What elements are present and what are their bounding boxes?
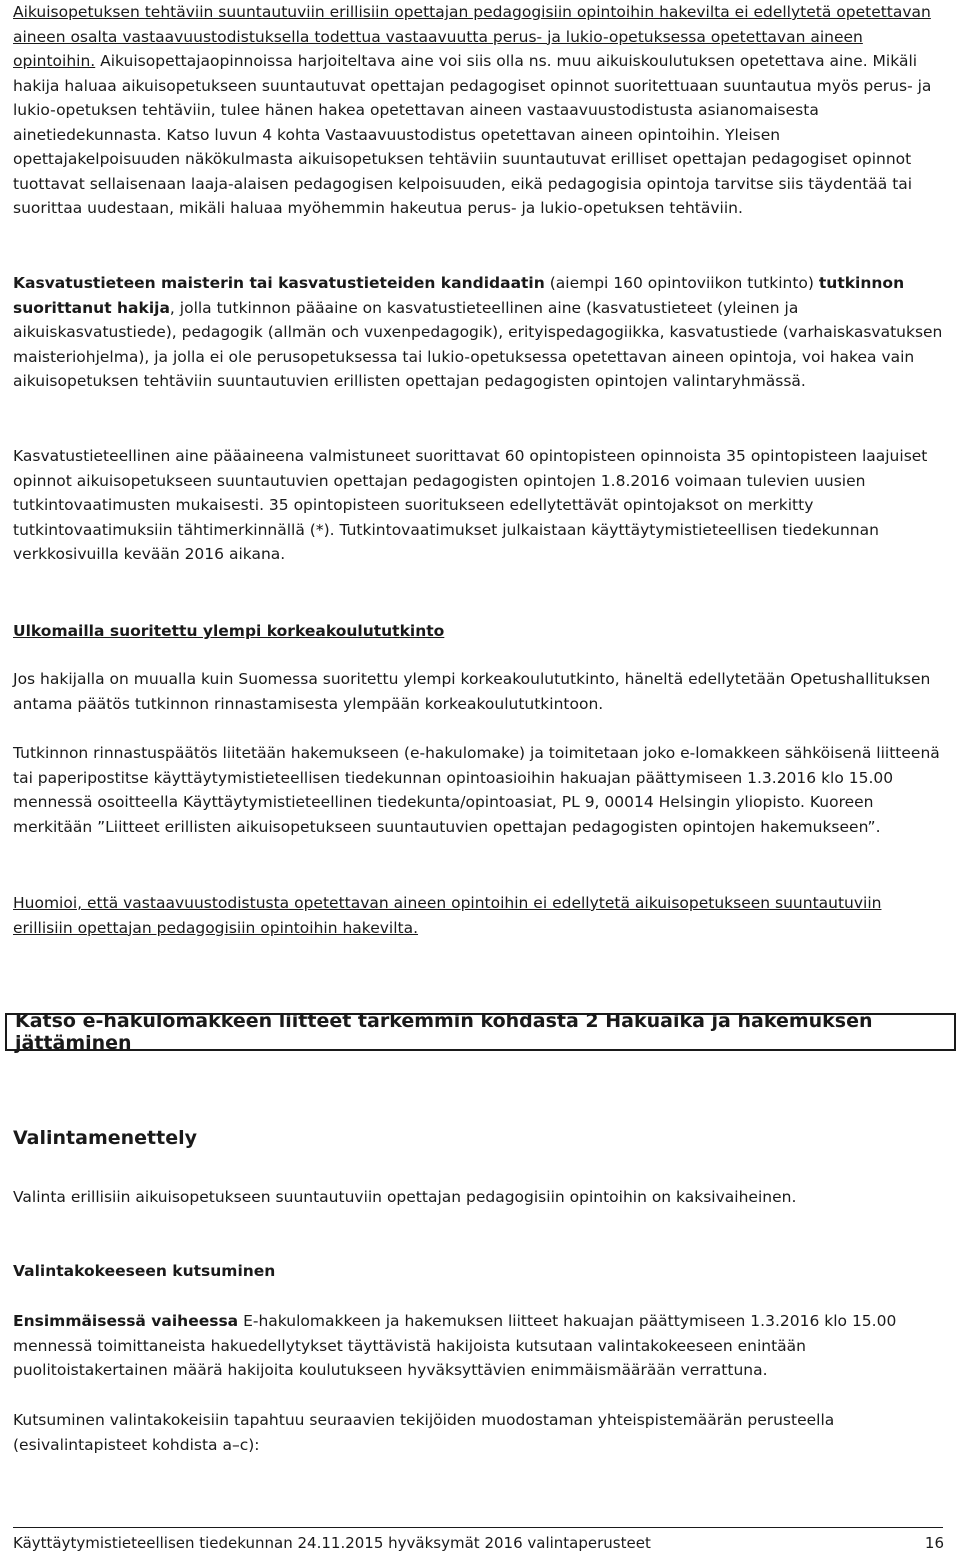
- kutsuminen-paragraph: Kutsuminen valintakokeisiin tapahtuu seuraavien tekijöiden muodostaman yhteispistemäärän perusteella (esivalintapisteet kohdista a–c):: [13, 1411, 835, 1454]
- rinnastuspaatos-paragraph: Tutkinnon rinnastuspäätös liitetään hakemukseen (e-hakulomake) ja toimitetaan joko e-lomakkeen sähköisenä liitteenä tai paperipostitse käyttäytymistieteellisen tiedekunnan opintoasioihin hakuajan päättymiseen 1.3.2016 klo 15.00 mennessä osoitteella Käyttäytymistieteellinen tiedekunta/opintoasiat, PL 9, 00014 Helsingin yliopisto. Kuoreen merkitään ”Liitteet erillisten aikuisopetukseen suuntautuvien opettajan pedagogisten opintojen hakemukseen”.: [13, 744, 940, 836]
- jos-paragraph: Jos hakijalla on muualla kuin Suomessa suoritettu ylempi korkeakoulututkinto, häneltä edellytetään Opetushallituksen antama päätös tutkinnon rinnastamisesta ylempään korkeakoulututkintoon.: [13, 670, 931, 713]
- valintakokeeseen-kutsuminen-heading: Valintakokeeseen kutsuminen: [13, 1262, 276, 1280]
- kasvatustieteen-text-1: (aiempi 160 opintoviikon tutkinto): [544, 274, 819, 292]
- intro-rest-text: Aikuisopettajaopinnoissa harjoiteltava aine voi siis olla ns. muu aikuiskoulutuksen opetettava aine. Mikäli hakija haluaa aikuisopetukseen suuntautuvat opettajan pedagogiset opinnot suoritettuaan suuntautua myös perus- ja lukio-opetuksen tehtäviin, tulee hänen hakea opetettavan aineen vastaavuustodistusta asianomaisesta ainetiedekunnasta. Katso luvun 4 kohta Vastaavuustodistus opetettavan aineen opintoihin. Yleisen opettajakelpoisuuden näkökulmasta aikuisopetuksen tehtäviin suuntautuvat erilliset opettajan pedagogiset opinnot tuottavat sellaisenaan laaja-alaisen pedagogisen kelpoisuuden, eikä pedagogisia opintoja tarvitse siis täydentää tai suorittaa uudestaan, mikäli haluaa myöhemmin hakeutua perus- ja lukio-opetuksen tehtäviin.: [13, 52, 932, 217]
- kasvatustieteen-bold-2: tutkinnon suorittanut hakija: [13, 274, 905, 317]
- e-hakulomake-boxed-heading: Katso e-hakulomakkeen liitteet tarkemmin kohdasta 2 Hakuaika ja hakemuksen jättäminen: [5, 1013, 956, 1051]
- footer-text: Käyttäytymistieteellisen tiedekunnan 24.11.2015 hyväksymät 2016 valintaperusteet: [13, 1534, 651, 1552]
- page-number: 16: [924, 1534, 944, 1552]
- kasvatustieteen-text-2: , jolla tutkinnon pääaine on kasvatustieteellinen aine (kasvatustieteet (yleinen ja aikuiskasvatustiede), pedagogik (allmän och vuxenpedagogik), erityispedagogiikka, kasvatustiede (varhaiskasvatuksen maisteriohjelma), ja jolla ei ole perusopetuksessa tai lukio-opetuksessa opetettavan aineen opintoja, voi hakea vain aikuisopetuksen tehtäviin suuntautuvien erillisten opettajan pedagogisten opintojen valintaryhmässä.: [13, 298, 943, 390]
- kasvatustieteellinen-paragraph: Kasvatustieteellinen aine pääaineena valmistuneet suorittavat 60 opintopisteen opinnoista 35 opintopisteen laajuiset opinnot aikuisopetukseen suuntautuvien opettajan pedagogisten opintojen 1.8.2016 voimaan tulevien uusien tutkintovaatimusten mukaisesti. 35 opintopisteen suoritukseen edellytettävät opintojaksot on merkitty tutkintovaatimuksiin tähtimerkinnällä (*). Tutkintovaatimukset julkaistaan käyttäytymistieteellisen tiedekunnan verkkosivuilla kevään 2016 aikana.: [13, 447, 928, 563]
- kasvatustieteen-paragraph: [13, 271, 943, 394]
- underlined-intro-text: Aikuisopetuksen tehtäviin suuntautuviin erillisiin opettajan pedagogisiin opintoihin hakevilta ei edellytetä opetettavan aineen osalta vastaavuustodistuksella todettua vastaavuutta perus- ja lukio-opetuksessa opetettavan aineen opintoihin.: [13, 3, 931, 70]
- valinta-paragraph: Valinta erillisiin aikuisopetukseen suuntautuviin opettajan pedagogisiin opintoihin on kaksivaiheinen.: [13, 1188, 797, 1206]
- ensimmainen-vaihe-paragraph: [13, 1309, 943, 1383]
- intro-paragraph: [13, 0, 943, 221]
- ensimmainen-vaihe-text: E-hakulomakkeen ja hakemuksen liitteet hakuajan päättymiseen 1.3.2016 klo 15.00 mennessä toimittaneista hakuedellytykset täyttävistä hakijoista kutsutaan valintakokeeseen enintään puolitoistakertainen määrä hakijoita koulutukseen hyväksyttävien enimmäismäärään verrattuna.: [13, 1312, 897, 1379]
- ulkomailla-heading: Ulkomailla suoritettu ylempi korkeakoulututkinto: [13, 622, 445, 640]
- ensimmainen-vaihe-bold: Ensimmäisessä vaiheessa: [13, 1312, 239, 1330]
- kasvatustieteen-bold-1: Kasvatustieteen maisterin tai kasvatustieteiden kandidaatin: [13, 274, 545, 292]
- valintamenettely-title: Valintamenettely: [13, 1127, 197, 1149]
- huomioi-paragraph: Huomioi, että vastaavuustodistusta opetettavan aineen opintoihin ei edellytetä aikuisopetukseen suuntautuviin erillisiin opettajan pedagogisiin opintoihin hakevilta.: [13, 894, 882, 937]
- footer-divider: [13, 1527, 943, 1528]
